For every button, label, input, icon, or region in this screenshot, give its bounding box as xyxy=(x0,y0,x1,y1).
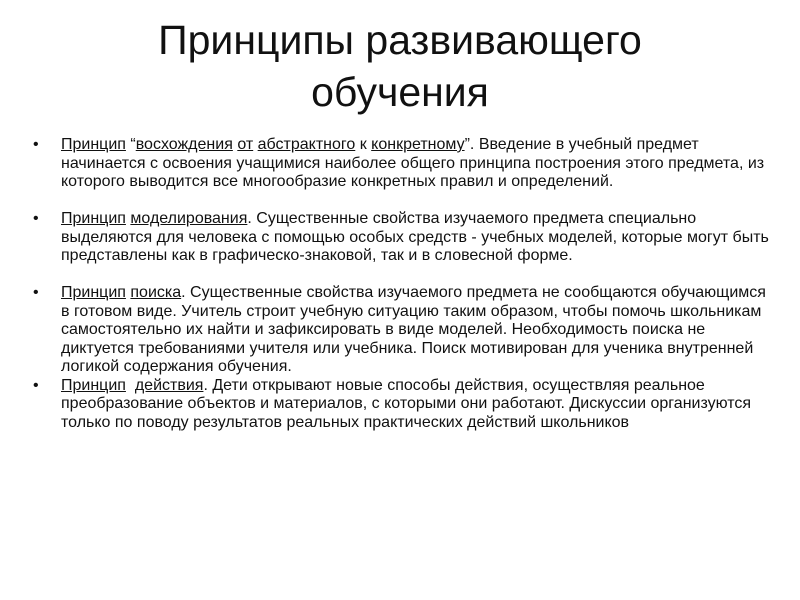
slide-title xyxy=(40,14,760,118)
principle-search-item xyxy=(33,284,778,377)
bullet-dot: • xyxy=(33,210,39,227)
underlined-word: действия xyxy=(134,376,204,394)
bullet-dot: • xyxy=(33,136,39,153)
text-span xyxy=(126,377,135,394)
text-span: к xyxy=(355,136,372,153)
text-span: . Существенные свойства изучаемого предмета не сообщаются обучающимся в готовом виде. Учитель строит учебную ситуацию таким образом, чтобы помочь школьникам самостоятельно их найти и зафиксировать в виде моделей. Необходимость поиска не диктуется требованиями учителя или учебника. Поиск мотивирован для ученика внутренней логикой содержания обучения. xyxy=(61,284,766,375)
text-span: “ xyxy=(125,136,136,153)
underlined-word: конкретному xyxy=(371,136,465,153)
underlined-word: восхождения xyxy=(135,136,233,153)
text-span: . Дети открывают новые способы действия, осуществляя реальное преобразование объектов и материалов, с которыми они работают. Дискуссии организуются только по поводу результатов реальных практических действий школьников xyxy=(61,376,752,431)
principle-modeling-item xyxy=(33,210,778,266)
underlined-word: Принцип xyxy=(61,210,126,227)
underlined-word: от xyxy=(237,136,254,153)
principle-ascent-item xyxy=(33,136,778,192)
underlined-word: Принцип xyxy=(61,284,126,301)
underlined-word: абстрактного xyxy=(257,136,356,153)
underlined-word: Принцип xyxy=(61,136,126,153)
bullet-dot: • xyxy=(33,284,39,301)
underlined-word: моделирования xyxy=(130,210,248,227)
text-span: ”. Введение в учебный предмет начинается с освоения учащимися наиболее общего принципа построения этого предмета, из которого выводится все многообразие конкретных правил и определений. xyxy=(61,136,765,190)
principle-action-item xyxy=(33,377,778,433)
principles-list xyxy=(33,136,778,432)
title-line-2: обучения xyxy=(311,69,489,115)
underlined-word: поиска xyxy=(130,284,182,301)
text-span: . Существенные свойства изучаемого предмета специально выделяются для человека с помощью особых средств - учебных моделей, которые могут быть представлены как в графическо-знаковой, так и в словесной форме. xyxy=(61,210,769,264)
bullet-dot: • xyxy=(33,376,39,394)
underlined-word: Принцип xyxy=(61,376,126,394)
title-line-1: Принципы развивающего xyxy=(158,17,642,63)
